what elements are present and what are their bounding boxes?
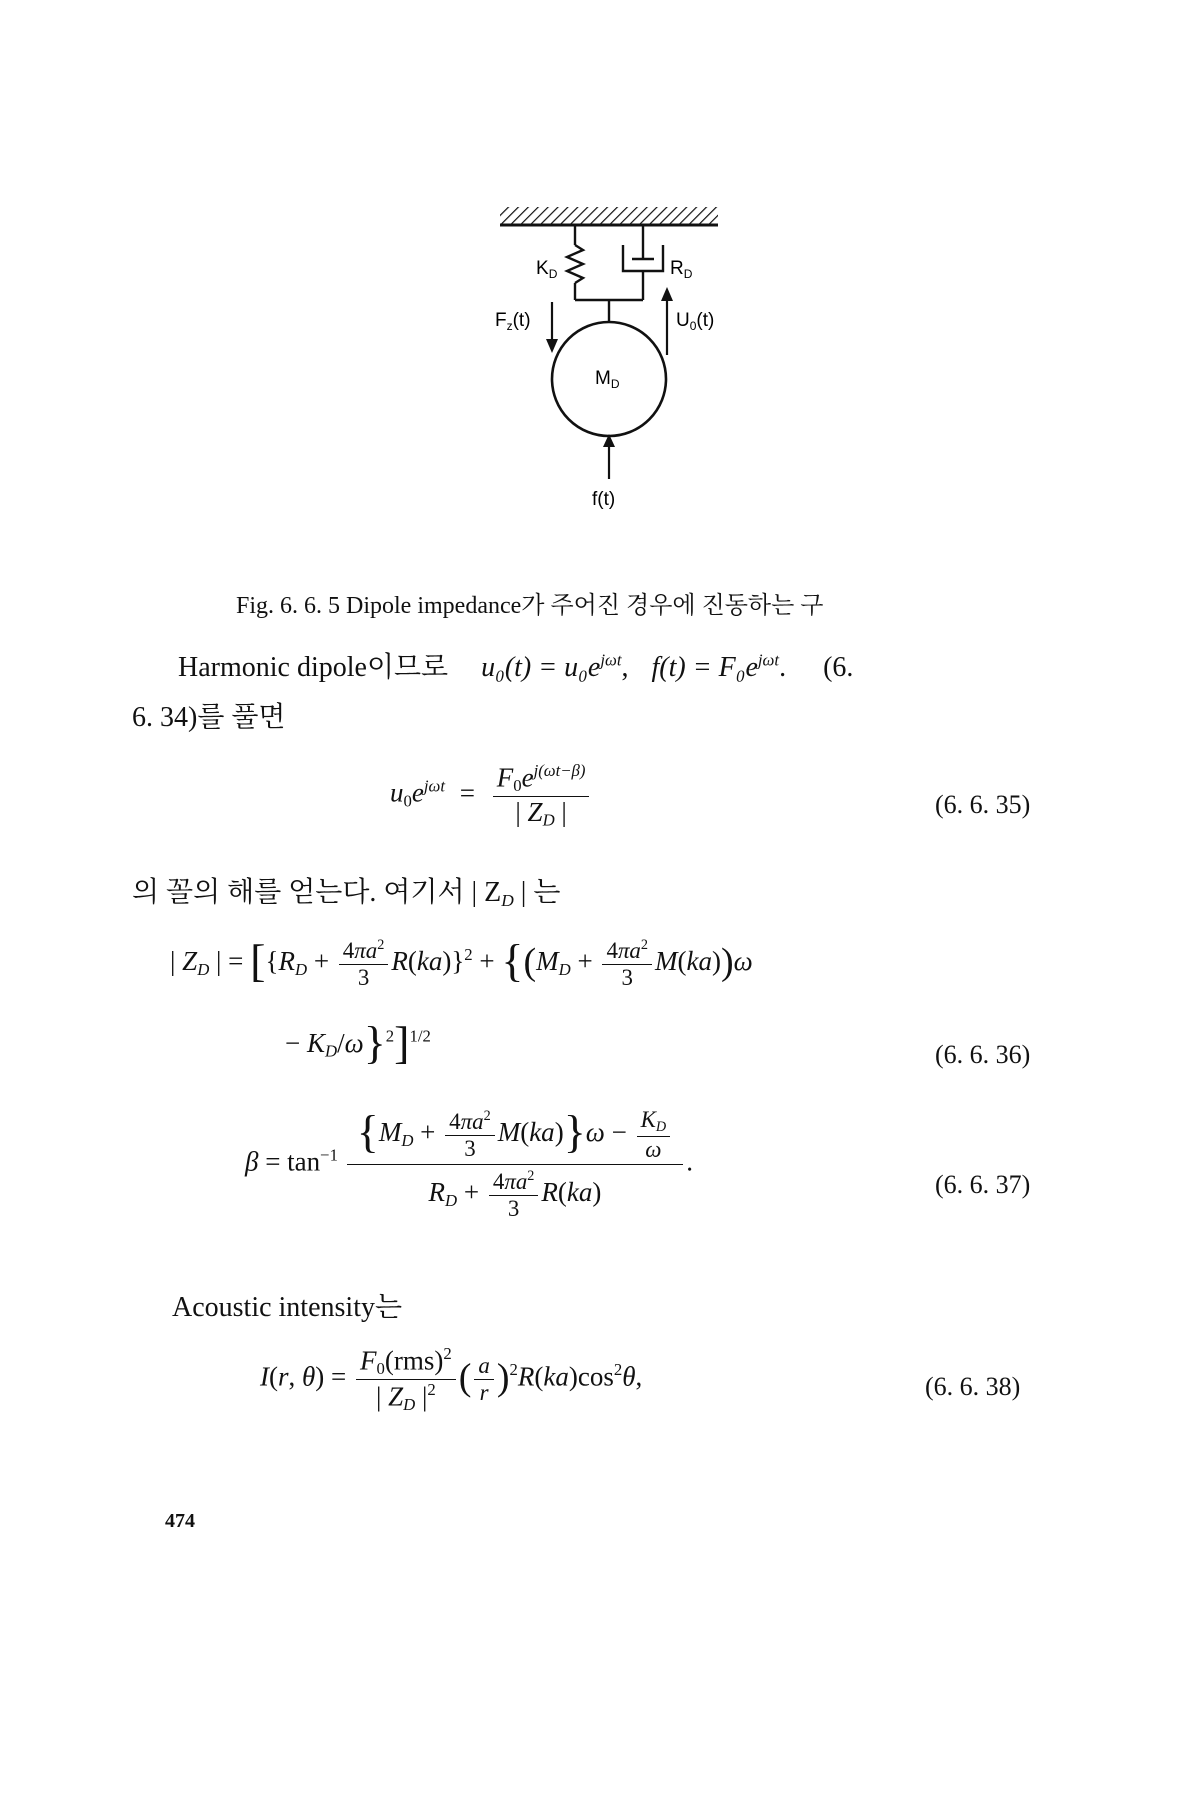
para1-text: Harmonic dipole이므로 bbox=[178, 652, 449, 683]
force-arrow-down bbox=[546, 302, 558, 353]
velocity-arrow-up bbox=[661, 287, 673, 355]
paragraph-harmonic-line2: 6. 34)를 풀면 bbox=[132, 702, 286, 733]
equation-6-6-35: $u_0e^{j\omega t}$ = $\frac{F_0e^{j(\omega t-\beta)}}{| Z_D |}$ bbox=[390, 762, 592, 829]
connector-bar bbox=[575, 300, 643, 322]
force-top-label: $F_z(t)$ bbox=[495, 310, 531, 333]
para1-eq1: u₀(t) = u₀e bbox=[481, 652, 601, 683]
equation-6-6-37: $\beta = \tan^{-1}$ {$M_D$ + $\frac{4\pi a^2}{3}$ M(ka)}ω − $\frac{K_D}{\omega}$ $R_D$ + $\frac{4\pi a^2}{3}$ R(ka) . bbox=[245, 1106, 693, 1221]
force-bottom-label: f(t) bbox=[592, 489, 616, 510]
para1-eq2-sup: jωt bbox=[757, 650, 780, 670]
equation-6-6-36-line2: − $K_D/\omega\}^2]^{1/2}$ bbox=[285, 1017, 431, 1068]
page-number: 474 bbox=[165, 1510, 195, 1532]
equation-6-6-36-line1: | $Z_D$ | = [{$R_D$ + $\frac{4\pi a^2}{3}$ $R(ka)\}^2 + \{(M_D$ + $\frac{4\pi a^2}{3}$ M(ka))ω bbox=[170, 935, 753, 990]
damper-label: $R_D$ bbox=[670, 258, 693, 281]
velocity-label: $U_0(t)$ bbox=[676, 310, 715, 333]
fixed-wall bbox=[500, 207, 718, 225]
paragraph-harmonic: Harmonic dipole이므로 $u_0(t) = u_0e^{j\omega t}$, $f(t) = F_0e^{j\omega t}$. (6. bbox=[178, 650, 854, 683]
paragraph-intensity: Acoustic intensity는 bbox=[172, 1292, 403, 1323]
para1-ref: (6. bbox=[823, 652, 854, 683]
equation-number-35: (6. 6. 35) bbox=[935, 790, 1031, 819]
para2-tail: | 는 bbox=[513, 877, 561, 908]
damper-element bbox=[623, 225, 663, 300]
para1-eq1-sup: jωt bbox=[600, 650, 622, 670]
para1-eq2: f(t) = F₀e bbox=[651, 652, 758, 683]
excitation-arrow-up bbox=[603, 434, 615, 479]
paragraph-solution bbox=[132, 870, 560, 911]
figure-caption: Fig. 6. 6. 5 Dipole impedance가 주어진 경우에 진동하는 구 bbox=[236, 593, 824, 619]
spring-label: $K_D$ bbox=[536, 258, 558, 281]
dipole-diagram bbox=[480, 205, 750, 595]
para2-text: 의 꼴의 해를 얻는다. 여기서 | Z bbox=[132, 877, 502, 908]
equation-number-36: (6. 6. 36) bbox=[935, 1040, 1031, 1069]
equation-6-6-38: I(r, θ) = $\frac{F_0(rms)^2}{| Z_D |^2}$ ( $\frac{a}{r}$ )$^2R(ka)\cos^2\theta$, bbox=[260, 1344, 643, 1414]
mass-label: $M_D$ bbox=[595, 368, 620, 391]
equation-number-37: (6. 6. 37) bbox=[935, 1170, 1031, 1199]
spring-element bbox=[567, 225, 583, 300]
para2-sub: D bbox=[501, 890, 514, 910]
equation-number-38: (6. 6. 38) bbox=[925, 1372, 1021, 1401]
